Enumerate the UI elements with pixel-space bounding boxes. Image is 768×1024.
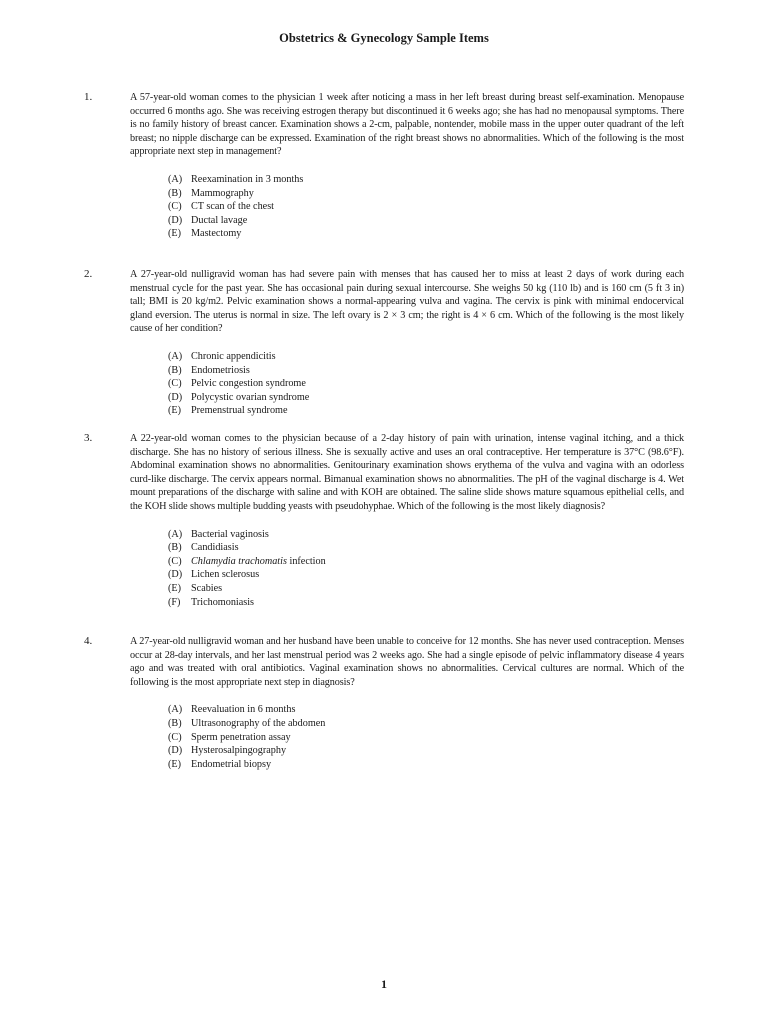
answer-option[interactable] <box>168 364 684 378</box>
option-letter: (D) <box>168 391 183 403</box>
answer-option[interactable] <box>168 703 684 717</box>
answer-option[interactable] <box>168 758 684 772</box>
option-text: Endometrial biopsy <box>191 758 272 770</box>
answer-option[interactable] <box>168 173 684 187</box>
question-stem: A 22-year-old woman comes to the physician because of a 2-day history of pain with urination, intense vaginal itching, and a thick discharge. She has no history of serious illness. She is sexually active and uses an oral contraceptive. Her temperature is 37°C (98.6°F). Abdominal examination shows no abnormalities. Genitourinary examination shows erythema of the vulva and vagina with an odorless curd-like discharge. The cervix appears normal. Bimanual examination shows no abnormalities. The pH of the vaginal discharge is 4. Wet mount preparations of the discharge with saline and with KOH are obtained. The saline slide shows mature squamous epithelial cells, and the KOH slide shows multiple budding yeasts with pseudohyphae. Which of the following is the most likely diagnosis? <box>130 433 684 512</box>
option-text: Premenstrual syndrome <box>191 405 288 417</box>
answer-option[interactable] <box>168 350 684 364</box>
answer-option[interactable] <box>168 731 684 745</box>
answer-options <box>168 173 684 241</box>
option-text: Endometriosis <box>191 364 250 376</box>
option-text: CT scan of the chest <box>191 201 274 213</box>
option-text: Mammography <box>191 187 254 199</box>
option-text: Polycystic ovarian syndrome <box>191 391 310 403</box>
answer-option[interactable] <box>168 541 684 555</box>
question-stem: A 57-year-old woman comes to the physician 1 week after noticing a mass in her left breast during breast self-examination. Menopause occurred 6 months ago. She was receiving estrogen therapy but discontinued it 6 weeks ago; she has had no menopausal symptoms. There is no family history of breast cancer. Examination shows a 2-cm, palpable, nontender, mobile mass in the upper outer quadrant of the left breast; no nipple discharge can be expressed. Examination of the right breast shows no abnormalities. Which of the following is the most appropriate next step in management? <box>130 92 684 158</box>
option-letter: (E) <box>168 582 182 594</box>
option-text: Bacterial vaginosis <box>191 528 269 540</box>
option-text: Mastectomy <box>191 228 242 240</box>
answer-option[interactable] <box>168 200 684 214</box>
question-stem: A 27-year-old nulligravid woman and her husband have been unable to conceive for 12 months. She has never used contraception. Menses occur at 28-day intervals, and her last menstrual period was 2 weeks ago. She had a single episode of pelvic inflammatory disease 4 years ago and was treated with oral antibiotics. Vaginal examination shows no abnormalities. Cervical cultures are normal. Which of the following is the most appropriate next step in diagnosis? <box>130 636 684 688</box>
option-letter: (C) <box>168 731 182 743</box>
option-suffix: infection <box>286 555 326 567</box>
answer-option[interactable] <box>168 717 684 731</box>
option-text: Ductal lavage <box>191 214 248 226</box>
answer-option[interactable] <box>168 404 684 418</box>
question-stem: A 27-year-old nulligravid woman has had severe pain with menses that has caused her to miss at least 2 days of work during each menstrual cycle for the past year. She has occasional pain during sexual intercourse. She weighs 50 kg (110 lb) and is 160 cm (5 ft 3 in) tall; BMI is 20 kg/m2. Pelvic examination shows a normal-appearing vulva and vagina. The cervix is pink with minimal endocervical gland eversion. The uterus is normal in size. The left ovary is 2 × 3 cm; the right is 4 × 6 cm. Which of the following is the most likely cause of her condition? <box>130 269 684 335</box>
option-text: Sperm penetration assay <box>191 731 291 743</box>
option-text: Ultrasonography of the abdomen <box>191 717 326 729</box>
option-letter: (D) <box>168 214 183 226</box>
answer-option[interactable] <box>168 391 684 405</box>
option-letter: (D) <box>168 745 183 757</box>
option-letter: (D) <box>168 569 183 581</box>
option-text: Candidiasis <box>191 542 239 554</box>
option-text <box>191 555 326 569</box>
option-text: Lichen sclerosus <box>191 569 260 581</box>
option-text: Scabies <box>191 582 223 594</box>
question-number: 2. <box>84 268 93 280</box>
option-letter: (E) <box>168 758 182 770</box>
option-letter: (C) <box>168 555 182 567</box>
option-text: Hysterosalpingography <box>191 745 287 757</box>
page-title: Obstetrics & Gynecology Sample Items <box>279 31 489 45</box>
option-text: Reexamination in 3 months <box>191 173 304 185</box>
answer-option[interactable] <box>168 582 684 596</box>
option-letter: (B) <box>168 187 182 199</box>
question-3 <box>84 432 684 609</box>
option-letter: (B) <box>168 717 182 729</box>
answer-option[interactable] <box>168 528 684 542</box>
option-letter: (C) <box>168 201 182 213</box>
answer-option[interactable] <box>168 187 684 201</box>
option-letter: (F) <box>168 596 181 608</box>
answer-options <box>168 350 684 418</box>
question-2 <box>84 268 684 418</box>
option-letter: (C) <box>168 378 182 390</box>
organism-name: Chlamydia trachomatis <box>191 555 287 567</box>
option-text: Trichomoniasis <box>191 596 255 608</box>
answer-option[interactable] <box>168 568 684 582</box>
question-number: 4. <box>84 635 93 647</box>
option-letter: (B) <box>168 364 182 376</box>
answer-option[interactable] <box>168 377 684 391</box>
answer-options <box>168 703 684 771</box>
answer-options <box>168 528 684 610</box>
option-letter: (E) <box>168 405 182 417</box>
option-letter: (A) <box>168 173 183 185</box>
answer-option[interactable] <box>168 555 684 569</box>
option-letter: (A) <box>168 704 183 716</box>
option-text: Chronic appendicitis <box>191 350 276 362</box>
question-number: 3. <box>84 432 93 444</box>
option-letter: (B) <box>168 542 182 554</box>
option-text: Pelvic congestion syndrome <box>191 378 306 390</box>
option-letter: (A) <box>168 528 183 540</box>
question-number: 1. <box>84 91 93 103</box>
answer-option[interactable] <box>168 227 684 241</box>
answer-option[interactable] <box>168 214 684 228</box>
answer-option[interactable] <box>168 744 684 758</box>
question-1 <box>84 91 684 241</box>
option-letter: (A) <box>168 350 183 362</box>
page-number: 1 <box>381 977 387 991</box>
option-letter: (E) <box>168 228 182 240</box>
question-4 <box>84 635 684 771</box>
option-text: Reevaluation in 6 months <box>191 704 296 716</box>
answer-option[interactable] <box>168 596 684 610</box>
